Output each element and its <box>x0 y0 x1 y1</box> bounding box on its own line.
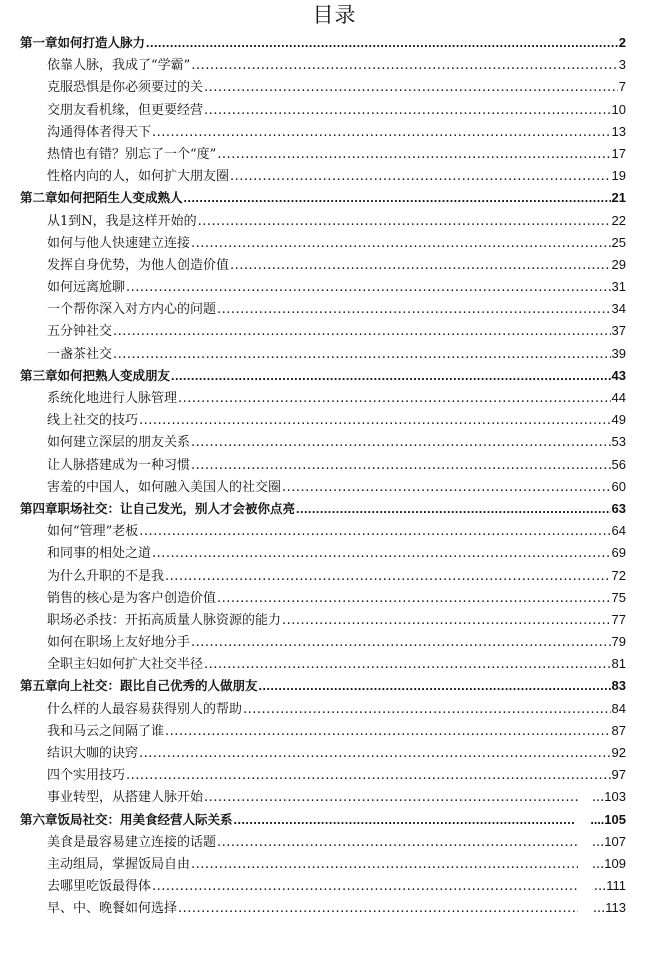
dot-leader <box>113 344 611 365</box>
toc-entry-page: 103 <box>604 789 626 805</box>
toc-entry-title: 什么样的人最容易获得别人的帮助 <box>47 701 243 717</box>
toc-section-entry[interactable] <box>20 232 626 254</box>
toc-section-entry[interactable] <box>20 609 626 631</box>
toc-entry-title: 第二章如何把陌生人变成熟人 <box>20 191 183 206</box>
toc-entry-title: 依靠人脉，我成了“学霸” <box>47 58 191 74</box>
toc-section-entry[interactable] <box>20 831 626 853</box>
toc-entry-title: 沟通得体者得天下 <box>47 124 152 140</box>
dot-leader <box>259 675 611 697</box>
toc-entry-page: 105 <box>604 811 626 827</box>
dot-leader <box>204 100 611 121</box>
toc-section-entry[interactable] <box>20 764 626 786</box>
toc-entry-title: 线上社交的技巧 <box>47 413 139 429</box>
toc-entry-page: 111 <box>606 878 626 894</box>
dot-leader <box>191 632 611 653</box>
dot-leader <box>139 521 610 542</box>
toc-entry-title: 美食是最容易建立连接的话题 <box>47 834 217 850</box>
page-leader-dots: ... <box>592 901 606 917</box>
toc-section-entry[interactable] <box>20 520 626 542</box>
dot-leader <box>204 787 578 808</box>
dot-leader <box>243 699 611 720</box>
toc-entry-title: 五分钟社交 <box>47 324 113 340</box>
dot-leader <box>184 187 611 209</box>
toc-section-entry[interactable] <box>20 210 626 232</box>
toc-entry-page: 69 <box>611 545 626 561</box>
toc-section-entry[interactable] <box>20 298 626 320</box>
toc-entry-page: 25 <box>611 234 626 250</box>
page-leader-dots: .... <box>590 812 605 827</box>
toc-entry-page: 75 <box>611 589 626 605</box>
toc-chapter-entry[interactable] <box>20 32 626 54</box>
toc-entry-title: 第六章饭局社交：用美食经营人际关系 <box>20 812 233 827</box>
dot-leader <box>191 432 611 453</box>
toc-entry-title: 如何在职场上友好地分手 <box>47 635 191 651</box>
toc-entry-page: 3 <box>618 57 626 73</box>
toc-chapter-entry[interactable] <box>20 498 626 520</box>
toc-section-entry[interactable] <box>20 653 626 675</box>
toc-section-entry[interactable] <box>20 254 626 276</box>
toc-entry-title: 一个帮你深入对方内心的问题 <box>47 302 217 318</box>
dot-leader <box>198 211 611 232</box>
toc-entry-page: 113 <box>605 900 626 916</box>
dot-leader <box>139 743 611 764</box>
toc-entry-title: 销售的核心是为客户创造价值 <box>47 590 217 606</box>
toc-section-entry[interactable] <box>20 742 626 764</box>
toc-entry-page: 60 <box>611 478 626 494</box>
toc-entry-page: 107 <box>604 833 626 849</box>
toc-chapter-entry[interactable] <box>20 809 626 831</box>
toc-entry-page: 109 <box>604 855 626 871</box>
dot-leader <box>152 876 578 897</box>
toc-entry-page: 84 <box>611 700 626 716</box>
toc-section-entry[interactable] <box>20 143 626 165</box>
toc-entry-page: 77 <box>611 611 626 627</box>
dot-leader <box>217 588 611 609</box>
toc-entry-title: 克服恐惧是你必须要过的关 <box>47 80 204 96</box>
dot-leader <box>165 721 611 742</box>
toc-entry-page: 64 <box>611 523 626 539</box>
toc-entry-page: 72 <box>611 567 626 583</box>
dot-leader <box>217 832 578 853</box>
dot-leader <box>178 388 611 409</box>
dot-leader <box>113 321 611 342</box>
toc-entry-page: 49 <box>611 412 626 428</box>
toc-entry-page: 34 <box>611 301 626 317</box>
toc-entry-title: 交朋友看机缘，但更要经营 <box>47 102 204 118</box>
toc-entry-page: 63 <box>611 500 626 516</box>
toc-entry-page: 56 <box>611 456 626 472</box>
page-leader-dots: ... <box>591 834 605 850</box>
toc-section-entry[interactable] <box>20 76 626 98</box>
toc-section-entry[interactable] <box>20 698 626 720</box>
toc-entry-title: 第四章职场社交：让自己发光，别人才会被你点亮 <box>20 501 296 516</box>
toc-section-entry[interactable] <box>20 631 626 653</box>
toc-entry-title: 如何建立深层的朋友关系 <box>47 435 191 451</box>
dot-leader <box>204 654 611 675</box>
toc-entry-page: 7 <box>618 79 626 95</box>
toc-chapter-entry[interactable] <box>20 675 626 697</box>
toc-entry-page: 22 <box>611 212 626 228</box>
toc-section-entry[interactable] <box>20 786 626 808</box>
toc-section-entry[interactable] <box>20 853 626 875</box>
dot-leader <box>171 365 611 387</box>
page-leader-dots: ... <box>593 879 607 895</box>
toc-entry-page: 13 <box>611 123 626 139</box>
dot-leader <box>191 854 578 875</box>
toc-chapter-entry[interactable] <box>20 187 626 209</box>
toc-entry-title: 系统化地进行人脉管理 <box>47 391 178 406</box>
toc-entry-page: 87 <box>611 722 626 738</box>
toc-entry-title: 和同事的相处之道 <box>47 546 152 562</box>
toc-entry-title: 主动组局，掌握饭局自由 <box>47 856 191 872</box>
toc-entry-page: 10 <box>611 101 626 117</box>
dot-leader <box>217 144 610 165</box>
toc-section-entry[interactable] <box>20 165 626 187</box>
toc-section-entry[interactable] <box>20 276 626 298</box>
dot-leader <box>126 277 611 298</box>
toc-entry-title: 一盏茶社交 <box>47 346 113 362</box>
toc-section-entry[interactable] <box>20 343 626 365</box>
toc-section-entry[interactable] <box>20 565 626 587</box>
toc-entry-title: 我和马云之间隔了谁 <box>47 723 165 739</box>
toc-entry-title: 第五章向上社交：跟比自己优秀的人做朋友 <box>20 679 258 694</box>
toc-entry-page: 31 <box>611 279 626 295</box>
toc-entry-title: 如何“管理”老板 <box>47 524 139 540</box>
toc-entry-title: 从1到N，我是这样开始的 <box>47 213 197 229</box>
table-of-contents <box>20 32 626 920</box>
toc-entry-title: 职场必杀技：开拓高质量人脉资源的能力 <box>47 612 282 628</box>
toc-entry-title: 为什么升职的不是我 <box>47 568 165 584</box>
toc-entry-page: 53 <box>611 434 626 450</box>
toc-section-entry[interactable] <box>20 476 626 498</box>
toc-entry-title: 四个实用技巧 <box>47 768 126 784</box>
toc-entry-title: 去哪里吃饭最得体 <box>47 879 152 895</box>
toc-section-entry[interactable] <box>20 542 626 564</box>
dot-leader <box>178 898 578 919</box>
toc-section-entry[interactable] <box>20 587 626 609</box>
toc-entry-title: 早、中、晚餐如何选择 <box>47 901 178 917</box>
toc-entry-title: 事业转型，从搭建人脉开始 <box>47 790 204 806</box>
toc-entry-page: 81 <box>611 656 626 672</box>
toc-entry-page: 83 <box>611 678 626 694</box>
toc-entry-title: 热情也有错？别忘了一个“度” <box>47 146 217 162</box>
toc-entry-page: 92 <box>611 745 626 760</box>
toc-entry-title: 第三章如何把熟人变成朋友 <box>20 368 171 383</box>
toc-chapter-entry[interactable] <box>20 365 626 387</box>
dot-leader <box>230 166 611 187</box>
dot-leader <box>152 543 611 564</box>
dot-leader <box>152 122 611 143</box>
dot-leader <box>217 299 611 320</box>
toc-entry-page: 37 <box>611 323 626 339</box>
toc-entry-title: 全职主妇如何扩大社交半径 <box>47 657 204 673</box>
toc-entry-page: 43 <box>611 367 626 383</box>
dot-leader <box>191 55 617 76</box>
dot-leader <box>191 455 611 476</box>
toc-section-entry[interactable] <box>20 431 626 453</box>
dot-leader <box>126 765 611 786</box>
toc-section-entry[interactable] <box>20 387 626 409</box>
toc-section-entry[interactable] <box>20 409 626 431</box>
page-leader-dots: ... <box>591 856 605 872</box>
toc-section-entry[interactable] <box>20 897 626 919</box>
toc-entry-title: 结识大咖的诀窍 <box>47 746 139 761</box>
toc-entry-page: 2 <box>618 35 626 50</box>
dot-leader <box>230 255 611 276</box>
toc-title: 目录 <box>312 3 357 27</box>
toc-entry-page: 21 <box>611 190 626 206</box>
toc-section-entry[interactable] <box>20 720 626 742</box>
dot-leader <box>282 477 611 498</box>
dot-leader <box>234 809 574 831</box>
toc-section-entry[interactable] <box>20 875 626 897</box>
toc-section-entry[interactable] <box>20 121 626 143</box>
dot-leader <box>165 566 611 587</box>
toc-section-entry[interactable] <box>20 54 626 76</box>
toc-entry-title: 发挥自身优势，为他人创造价值 <box>47 257 230 273</box>
dot-leader <box>204 77 618 98</box>
toc-entry-page: 17 <box>611 145 626 161</box>
toc-entry-title: 让人脉搭建成为一种习惯 <box>47 457 191 473</box>
dot-leader <box>146 32 618 54</box>
toc-entry-page: 19 <box>611 168 626 184</box>
page-leader-dots: ... <box>591 790 605 806</box>
toc-entry-title: 如何远离尬聊 <box>47 280 126 296</box>
dot-leader <box>139 410 611 431</box>
toc-entry-page: 44 <box>611 390 626 405</box>
toc-entry-page: 97 <box>611 767 626 783</box>
dot-leader <box>282 610 611 631</box>
toc-section-entry[interactable] <box>20 454 626 476</box>
toc-entry-title: 第一章如何打造人脉力 <box>20 36 146 50</box>
toc-entry-page: 39 <box>611 345 626 361</box>
toc-section-entry[interactable] <box>20 99 626 121</box>
toc-entry-page: 79 <box>611 634 626 650</box>
dot-leader <box>296 498 611 520</box>
toc-entry-title: 害羞的中国人，如何融入美国人的社交圈 <box>47 479 282 495</box>
toc-section-entry[interactable] <box>20 320 626 342</box>
toc-entry-title: 如何与他人快速建立连接 <box>47 235 191 251</box>
toc-entry-page: 29 <box>611 256 626 272</box>
toc-entry-title: 性格内向的人，如何扩大朋友圈 <box>47 169 230 185</box>
dot-leader <box>191 233 611 254</box>
